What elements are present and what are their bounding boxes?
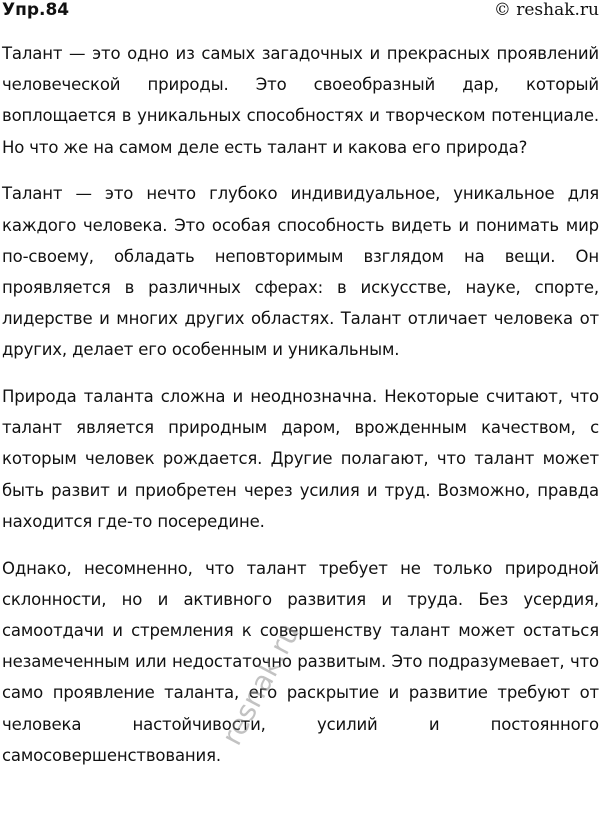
essay-text [2,38,599,786]
paragraph-1: Талант — это одно из самых загадочных и прекрасных проявлений человеческой природы. Это своеобразный дар, который воплощается в уникальных способностях и творческом потенциале. Но что же на самом деле есть талант и какова его природа? [2,44,599,157]
page-header [0,0,603,24]
exercise-label: Упр.84 [2,0,70,20]
paragraph-3: Природа таланта сложна и неоднозначна. Некоторые считают, что талант является природным даром, врожденным качеством, с которым человек рождается. Другие полагают, что талант может быть развит и приобретен через усилия и труд. Возможно, правда находится где-то посередине. [2,387,599,531]
copyright-notice: © reshak.ru [493,0,599,20]
watermark: resnak.ru [215,618,307,751]
paragraph-4: Однако, несомненно, что талант требует не только природной склонности, но и активного развития и труда. Без усердия, самоотдачи и стремления к совершенству талант может остаться незамеченным или недостаточно развитым. Это подразумевает, что само проявление таланта, его раскрытие и развитие требуют от человека настойчивости, усилий и постоянного самосовершенствования. [2,558,599,765]
paragraph-2: Талант — это нечто глубоко индивидуальное, уникальное для каждого человека. Это особая способность видеть и понимать мир по-своему, обладать неповторимым взглядом на вещи. Он проявляется в различных сферах: в искусстве, науке, спорте, лидерстве и многих других областях. Талант отличает человека от других, делает его особенным и уникальным. [2,184,599,360]
